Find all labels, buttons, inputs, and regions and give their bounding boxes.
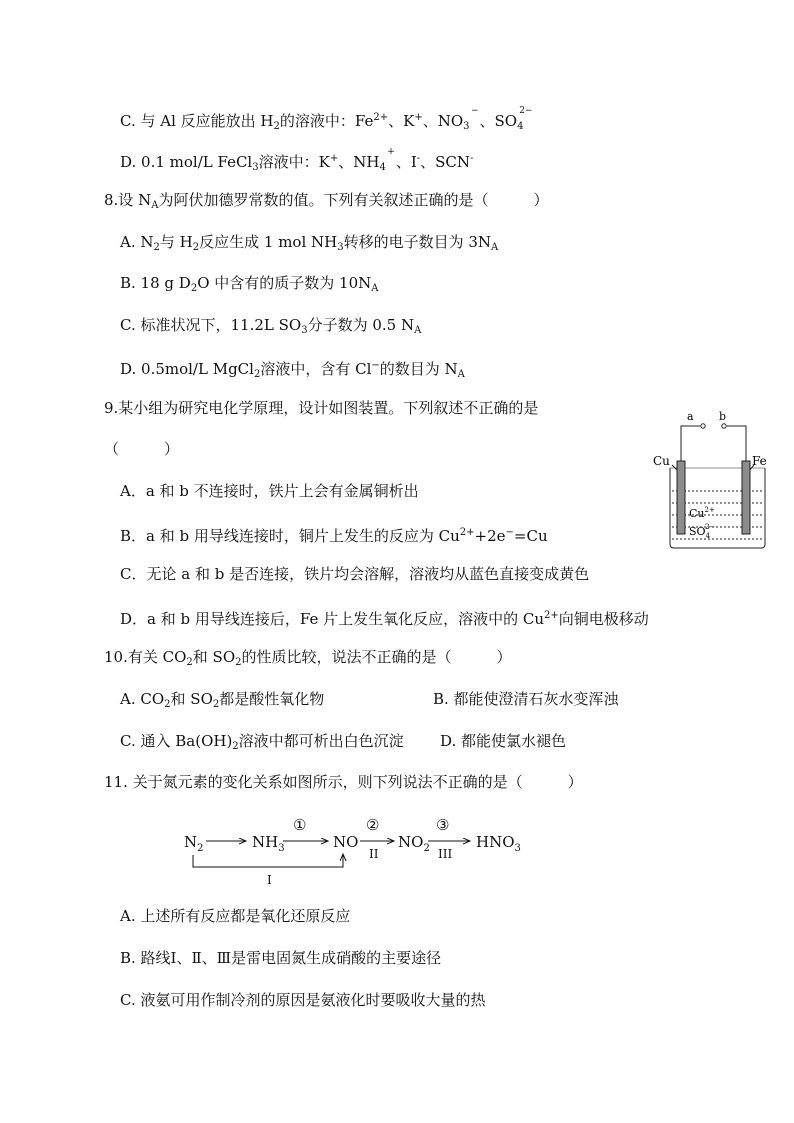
q8-stem: 8.设 $N_A$为阿伏加德罗常数的值。下列有关叙述正确的是（ ） xyxy=(104,191,549,211)
q10-option-b: B. 都能使澄清石灰水变浑浊 xyxy=(433,690,619,708)
terminal-b xyxy=(722,424,726,428)
step-3-label: ③ xyxy=(436,816,450,834)
q11-stem: 11. 关于氮元素的变化关系如图所示，则下列说法不正确的是（ ） xyxy=(104,773,583,791)
wire-left xyxy=(681,426,700,463)
electrochemical-cell-figure xyxy=(648,408,768,553)
q8-option-a: A. $N_2$与 $H_2$反应生成 1 mol $NH_3$转移的电子数目为 $3N_A$ xyxy=(120,233,499,253)
iron-electrode xyxy=(742,461,750,534)
q9-answer-paren: （ ） xyxy=(104,440,180,458)
species-n2: $N_2$ xyxy=(184,833,204,854)
q9-option-a: A．a 和 b 不连接时，铁片上会有金属铜析出 xyxy=(120,482,419,500)
q9-option-d: D．a 和 b 用导线连接后，Fe 片上发生氧化反应，溶液中的 $Cu^{2+}$向铜电极移动 xyxy=(120,610,649,628)
species-no: NO xyxy=(333,833,359,851)
step-1-label: ① xyxy=(293,816,307,834)
step-2-label: ② xyxy=(366,816,380,834)
sulfate-ion-label: $SO_42-$ xyxy=(689,523,716,540)
route-i-label: I xyxy=(267,873,272,887)
q10-option-c: C. 通入 $Ba(OH)_2$溶液中都可析出白色沉淀 xyxy=(120,732,404,752)
label-fe: Fe xyxy=(752,454,767,468)
nitrogen-transformation-scheme xyxy=(180,812,530,892)
label-b: b xyxy=(719,410,727,423)
q9-option-b: B．a 和 b 用导线连接时，铜片上发生的反应为 $Cu^{2+}+2e^-=Cu$ xyxy=(120,527,548,545)
q8-option-c: C. 标准状况下，11.2L $SO_3$分子数为 0.5 $N_A$ xyxy=(120,316,422,336)
q11-option-a: A. 上述所有反应都是氧化还原反应 xyxy=(120,907,351,925)
species-nh3: $NH_3$ xyxy=(252,833,285,854)
species-hno3: $HNO_3$ xyxy=(476,833,521,854)
q10-option-a: A. $CO_2$和 $SO_2$都是酸性氧化物 xyxy=(120,690,325,710)
q11-option-c: C. 液氨可用作制冷剂的原因是氨液化时要吸收大量的热 xyxy=(120,991,486,1009)
cu-ion-label: $Cu^{2+}$ xyxy=(689,506,715,520)
q9-option-c: C．无论 a 和 b 是否连接，铁片均会溶解，溶液均从蓝色直接变成黄色 xyxy=(120,565,590,583)
q7-option-c: C. 与 Al 反应能放出 $H_2$的溶液中：$Fe^{2+}$、K+、$NO_3$ − 、$SO_4$ 2− xyxy=(120,106,533,132)
label-a: a xyxy=(687,410,694,423)
copper-electrode xyxy=(677,461,685,534)
terminal-a xyxy=(701,424,705,428)
q9-stem: 9.某小组为研究电化学原理，设计如图装置。下列叙述不正确的是 xyxy=(104,399,539,417)
q10-option-d: D. 都能使氯水褪色 xyxy=(440,732,567,750)
wire-right xyxy=(727,426,746,463)
label-cu: Cu xyxy=(653,454,670,468)
q10-stem: 10.有关 $CO_2$和 $SO_2$的性质比较，说法不正确的是（ ） xyxy=(104,648,512,668)
q7-option-d: D. 0.1 mol/L FeCl$_3$溶液中：K+、$NH_4$ + 、I-、SCN- xyxy=(120,147,474,173)
q11-option-b: B. 路线Ⅰ、Ⅱ、Ⅲ是雷电固氮生成硝酸的主要途径 xyxy=(120,949,442,967)
route-ii-label: II xyxy=(369,847,379,861)
q8-option-d: D. 0.5mol/L MgCl$_2$溶液中，含有 Cl−的数目为 $N_A$ xyxy=(120,360,465,380)
q8-option-b: B. 18 g $D_2O$ 中含有的质子数为 $10N_A$ xyxy=(120,274,379,294)
route-i-path xyxy=(193,855,343,867)
species-no2: $NO_2$ xyxy=(398,833,430,854)
route-iii-label: III xyxy=(438,847,453,861)
